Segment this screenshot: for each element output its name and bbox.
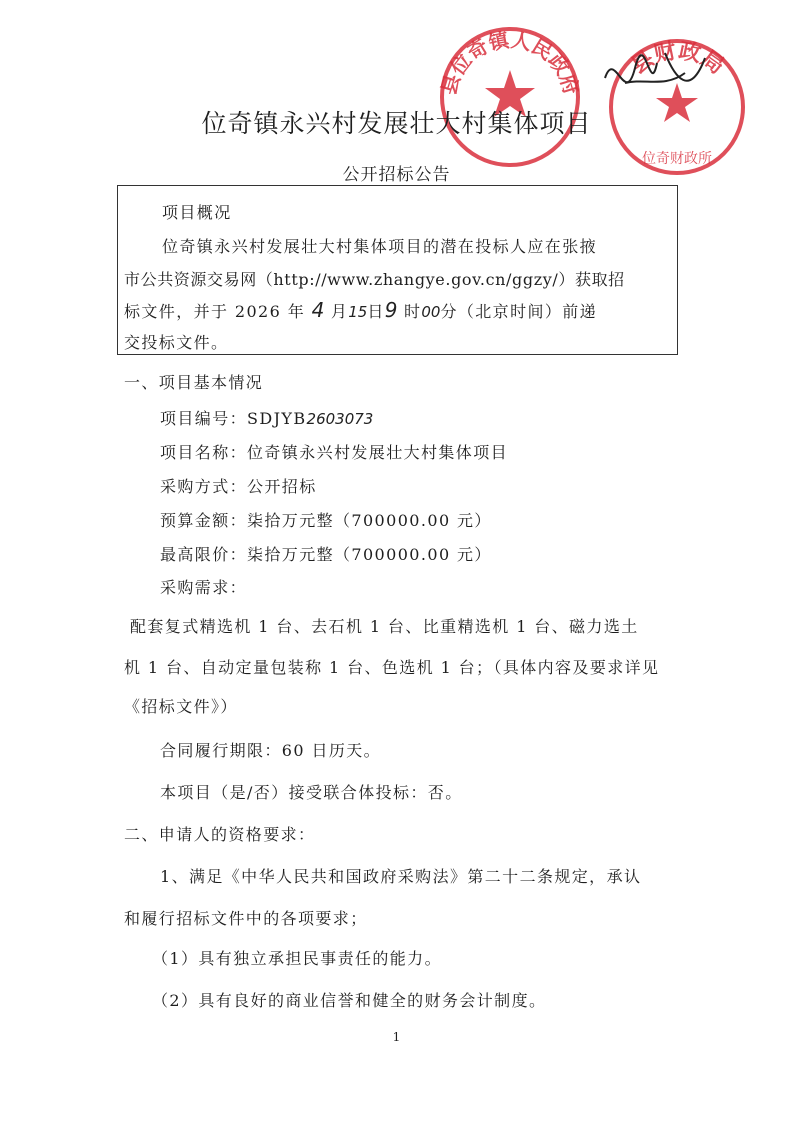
project-code-label: 项目编号： (160, 409, 248, 428)
project-code-printed: SDJYB (247, 409, 307, 428)
section2-heading: 二、申请人的资格要求： (124, 825, 316, 844)
qualification-item-2: （2）具有良好的商业信誉和健全的财务会计制度。 (152, 991, 547, 1010)
seal-subtext: 位奇财政所 (642, 151, 712, 167)
handwritten-day: 15 (348, 303, 368, 321)
section1-heading: 一、项目基本情况 (124, 373, 264, 392)
overview-line-3-d: 时 (403, 302, 422, 321)
qualification-1-line-2: 和履行招标文件中的各项要求； (124, 909, 368, 928)
handwritten-month: 4 (311, 298, 325, 322)
qualification-1-line-1: 1、满足《中华人民共和国政府采购法》第二十二条规定，承认 (160, 867, 642, 886)
procurement-need-line-2: 机 1 台、自动定量包装称 1 台、色选机 1 台；（具体内容及要求详见 (124, 658, 660, 677)
document-subtitle: 公开招标公告 (342, 165, 451, 185)
project-code (160, 406, 373, 429)
seal-text: 县财政局 (626, 38, 729, 80)
overview-line-3-b: 月 (330, 302, 349, 321)
project-code-handwritten: 2603073 (306, 410, 374, 428)
overview-line-3-e: 分（北京时间）前递 (440, 302, 598, 321)
overview-line-3 (124, 298, 597, 322)
document-title: 位奇镇永兴村发展壮大村集体项目 (201, 109, 592, 138)
handwritten-minute: 00 (421, 303, 441, 321)
procurement-method: 采购方式：公开招标 (160, 477, 317, 496)
procurement-need-label: 采购需求： (160, 578, 248, 597)
overview-heading: 项目概况 (162, 203, 232, 222)
overview-line-1: 位奇镇永兴村发展壮大村集体项目的潜在投标人应在张掖 (162, 237, 598, 256)
overview-line-4: 交投标文件。 (124, 333, 229, 352)
overview-line-3-c: 日 (367, 302, 385, 321)
handwritten-hour: 9 (384, 298, 398, 322)
procurement-need-line-1: 配套复式精选机 1 台、去石机 1 台、比重精选机 1 台、磁力选土 (130, 617, 639, 636)
overview-line-2: 市公共资源交易网（http://www.zhangye.gov.cn/ggzy/）获取招 (124, 270, 625, 289)
procurement-need-line-3: 《招标文件》） (124, 697, 238, 716)
seal-text: 县位奇镇人民政府 (436, 27, 584, 98)
max-price: 最高限价：柒拾万元整（700000.00 元） (160, 545, 492, 564)
page-number: 1 (392, 1030, 401, 1044)
budget-amount: 预算金额：柒拾万元整（700000.00 元） (160, 511, 492, 530)
township-government-seal (435, 22, 585, 172)
contract-period: 合同履行期限：60 日历天。 (160, 741, 382, 760)
project-name: 项目名称：位奇镇永兴村发展壮大村集体项目 (160, 443, 509, 462)
qualification-item-1: （1）具有独立承担民事责任的能力。 (152, 949, 442, 968)
consortium-bid: 本项目（是/否）接受联合体投标：否。 (160, 783, 463, 802)
overview-line-3-a: 标文件，并于 2026 年 (124, 302, 306, 321)
